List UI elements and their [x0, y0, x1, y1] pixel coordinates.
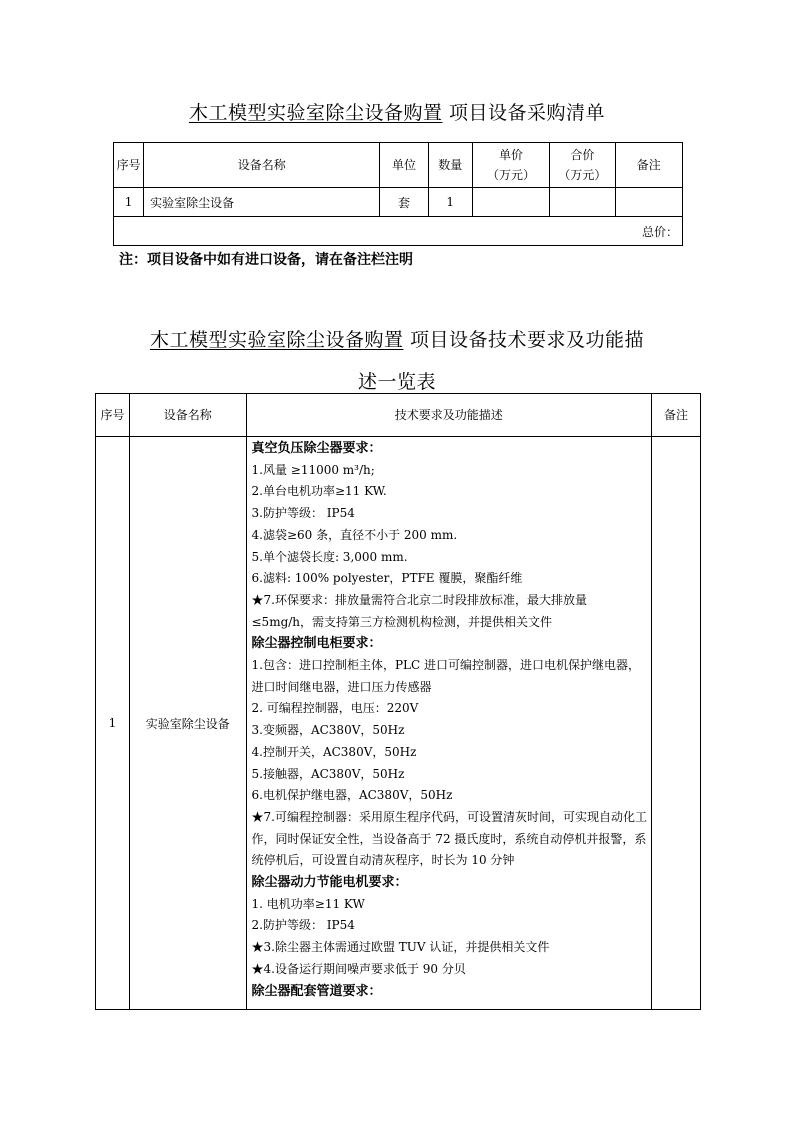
- spec-line: 5.接触器，AC380V，50Hz: [251, 766, 405, 781]
- procurement-list-title: [0, 98, 794, 125]
- row-name: 实验室除尘设备: [144, 188, 380, 217]
- header-total-price-line2: （万元）: [558, 168, 607, 182]
- title-suffix: 项目设备采购清单: [449, 102, 606, 124]
- row-unit-price: [472, 188, 549, 217]
- spec-line: 2.单台电机功率≥11 KW.: [251, 484, 387, 499]
- header-total-price: [550, 143, 615, 188]
- spec-header-seq: 序号: [96, 394, 130, 437]
- spec-line: 1. 电机功率≥11 KW: [251, 896, 365, 911]
- spec-line: ★7.环保要求：排放量需符合北京二时段排放标准，最大排放量≤5mg/h，需支持第三方检测机构检测，并提供相关文件: [251, 592, 587, 629]
- header-unit-price: [472, 143, 549, 188]
- row-remark: [615, 188, 682, 217]
- spec-table: [95, 393, 701, 1010]
- import-note: 注：项目设备中如有进口设备，请在备注栏注明: [119, 252, 413, 268]
- row-qty: 1: [428, 188, 472, 217]
- spec-line: 6.电机保护继电器，AC380V，50Hz: [251, 788, 453, 803]
- title2-line2: 述一览表: [357, 371, 436, 393]
- spec-line: 3.变频器，AC380V，50Hz: [251, 723, 405, 738]
- spec-section-heading: 真空负压除尘器要求：: [251, 441, 382, 456]
- spec-header-row: [96, 394, 701, 437]
- spec-line: ★3.除尘器主体需通过欧盟 TUV 认证，并提供相关文件: [251, 940, 550, 955]
- spec-line: ★7.可编程控制器：采用原生程序代码，可设置清灰时间，可实现自动化工作，同时保证安全性，当设备高于 72 摄氏度时，系统自动停机并报警，系统停机后，可设置自动清灰程序，时长为 10 分钟: [251, 809, 647, 868]
- row-unit: 套: [380, 188, 428, 217]
- spec-line: 5.单个滤袋长度: 3,000 mm.: [251, 549, 408, 564]
- spec-row-seq: 1: [96, 437, 130, 1010]
- header-qty: 数量: [428, 143, 472, 188]
- spec-section-heading: 除尘器配套管道要求：: [251, 983, 382, 999]
- header-unit-price-line1: 单价: [499, 148, 524, 162]
- spec-header-name: 设备名称: [129, 394, 246, 437]
- project-name: 木工模型实验室除尘设备购置: [188, 102, 443, 124]
- header-total-price-line1: 合价: [570, 148, 595, 162]
- total-row: [114, 217, 683, 246]
- procurement-table: [113, 142, 683, 246]
- spec-row-remark: [652, 437, 701, 1010]
- spec-line: 1.包含：进口控制柜主体，PLC 进口可编控制器，进口电机保护继电器，进口时间继电器，进口压力传感器: [251, 658, 640, 694]
- spec-list-title: [0, 319, 794, 403]
- spec-line: 1.风量 ≥11000 m³/h;: [251, 462, 375, 477]
- spec-section-heading: 除尘器控制电柜要求：: [251, 636, 382, 652]
- total-label: 总价：: [114, 217, 683, 246]
- spec-line: 4.控制开关，AC380V，50Hz: [251, 744, 417, 759]
- table-header-row: [114, 143, 683, 188]
- spec-header-remark: 备注: [652, 394, 701, 437]
- header-unit-price-line2: （万元）: [487, 168, 536, 182]
- project-name-2: 木工模型实验室除尘设备购置: [149, 329, 404, 351]
- table-row: [114, 188, 683, 217]
- spec-row-name: 实验室除尘设备: [129, 437, 246, 1010]
- spec-line: 2.防护等级： IP54: [251, 918, 355, 933]
- spec-line: 2. 可编程控制器，电压：220V: [251, 701, 419, 716]
- spec-line: 6.滤料: 100% polyester，PTFE 覆膜，聚酯纤维: [251, 571, 523, 586]
- spec-line: ★4.设备运行期间噪声要求低于 90 分贝: [251, 961, 466, 976]
- spec-header-desc: 技术要求及功能描述: [246, 394, 652, 437]
- spec-line: 4.滤袋≥60 条，直径不小于 200 mm.: [251, 527, 458, 542]
- header-unit: 单位: [380, 143, 428, 188]
- title2-suffix: 项目设备技术要求及功能描: [410, 329, 645, 351]
- row-seq: 1: [114, 188, 144, 217]
- header-name: 设备名称: [144, 143, 380, 188]
- row-total-price: [550, 188, 615, 217]
- spec-description: [246, 437, 652, 1010]
- spec-line: 3.防护等级： IP54: [251, 506, 355, 521]
- header-seq: 序号: [114, 143, 144, 188]
- spec-section-heading: 除尘器动力节能电机要求：: [251, 875, 408, 891]
- header-remark: 备注: [615, 143, 682, 188]
- spec-row: [96, 437, 701, 1010]
